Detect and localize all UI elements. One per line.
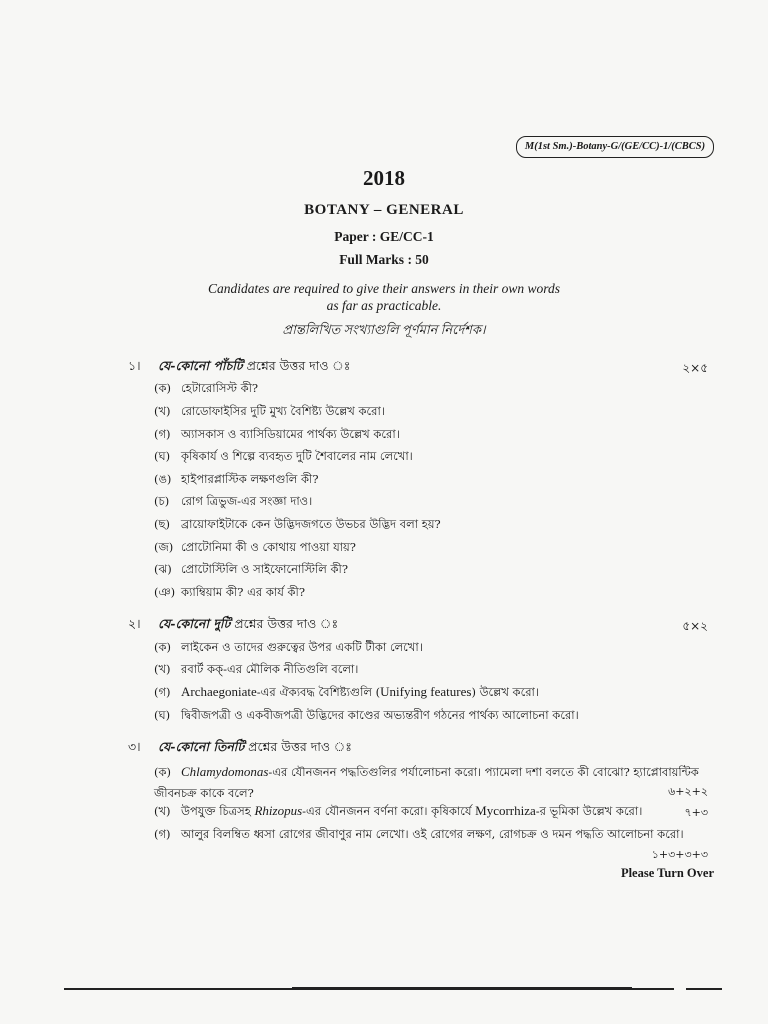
item-term: Archaegoniate bbox=[181, 684, 257, 699]
question-instruction: প্রশ্নের উত্তর দাও ঃ bbox=[244, 739, 352, 754]
question-number: ৩। bbox=[128, 739, 141, 754]
question-instruction: প্রশ্নের উত্তর দাও ঃ bbox=[242, 358, 351, 373]
subject-title: BOTANY – GENERAL bbox=[304, 202, 464, 218]
question-number: ১। bbox=[128, 358, 141, 373]
question-3-heading bbox=[128, 739, 352, 759]
item-label: (ছ) bbox=[154, 517, 170, 531]
item-text: প্রোটোনিমা কী ও কোথায় পাওয়া যায়? bbox=[181, 540, 356, 554]
item-label: (খ) bbox=[154, 662, 171, 676]
question-2-heading bbox=[128, 616, 338, 636]
please-turn-over: Please Turn Over bbox=[620, 866, 714, 880]
item-text: ব্রায়োফাইটাকে কেন উদ্ভিদজগতে উভচর উদ্ভিদ বলা হয়? bbox=[181, 517, 441, 531]
item-label: (ঘ) bbox=[154, 449, 171, 463]
item-text: রোগ ত্রিভুজ-এর সংজ্ঞা দাও। bbox=[181, 494, 313, 508]
item-text: লাইকেন ও তাদের গুরুত্বের উপর একটি টীকা লেখো। bbox=[181, 640, 423, 654]
question-2-marks: ৫×২ bbox=[682, 619, 708, 633]
item-text: রোডোফাইসির দুটি মুখ্য বৈশিষ্ট্য উল্লেখ করো। bbox=[181, 404, 385, 418]
bottom-rule bbox=[64, 988, 292, 990]
item-text: হাইপারপ্লাস্টিক লক্ষণগুলি কী? bbox=[181, 472, 319, 486]
question-1-item bbox=[154, 380, 258, 399]
question-2-item bbox=[154, 639, 423, 658]
item-term: Chlamydomonas bbox=[181, 764, 269, 779]
item-marks: ১+৩+৩+৩ bbox=[651, 848, 708, 861]
question-1-item bbox=[154, 539, 356, 558]
question-1-heading bbox=[128, 358, 350, 378]
question-choice: যে-কোনো তিনটি bbox=[158, 739, 245, 754]
item-text: উপযুক্ত চিত্রসহ bbox=[181, 804, 255, 818]
item-text: হেটারোসিস্ট কী? bbox=[181, 381, 259, 395]
item-text: -এর যৌনজনন পদ্ধতিগুলির পর্যালোচনা করো। প্যামেলা দশা বলতে কী বোঝো? হ্যাপ্লোবায়ন্টিক জীবনচক্র কাকে বলে? bbox=[154, 765, 699, 800]
item-marks: ৭+৩ bbox=[684, 806, 708, 819]
question-1-item bbox=[154, 403, 385, 422]
question-2-item bbox=[154, 707, 579, 726]
item-label: (ঞ) bbox=[154, 585, 176, 599]
question-1-item bbox=[154, 426, 400, 445]
full-marks: Full Marks : 50 bbox=[339, 252, 429, 267]
question-3-item bbox=[154, 761, 714, 804]
instructions bbox=[0, 280, 768, 314]
question-1-item bbox=[154, 584, 305, 603]
question-2-item bbox=[154, 661, 358, 680]
item-label: (ক) bbox=[154, 381, 172, 395]
item-text: কৃষিকার্য ও শিল্পে ব্যবহৃত দুটি শৈবালের নাম লেখো। bbox=[181, 449, 413, 463]
item-label: (চ) bbox=[154, 494, 170, 508]
item-label: (জ) bbox=[154, 540, 174, 554]
question-instruction: প্রশ্নের উত্তর দাও ঃ bbox=[230, 616, 339, 631]
item-label: (ঘ) bbox=[154, 708, 171, 722]
exam-year: 2018 bbox=[363, 166, 405, 190]
item-label: (গ) bbox=[154, 427, 171, 441]
item-text: ক্যাম্বিয়াম কী? এর কার্য কী? bbox=[181, 585, 305, 599]
question-1-item bbox=[154, 471, 319, 490]
bottom-rule bbox=[292, 987, 632, 990]
item-text: দ্বিবীজপত্রী ও একবীজপত্রী উদ্ভিদের কাণ্ডের অভ্যন্তরীণ গঠনের পার্থক্য আলোচনা করো। bbox=[181, 708, 579, 722]
item-text: ) উল্লেখ করো। bbox=[471, 685, 540, 699]
item-label: (ঙ) bbox=[154, 472, 172, 486]
question-1-item bbox=[154, 516, 441, 535]
item-term: Rhizopus bbox=[254, 803, 303, 818]
question-1-item bbox=[154, 493, 312, 512]
item-label: (ক) bbox=[154, 765, 172, 779]
item-term: Unifying features bbox=[380, 684, 472, 699]
question-1-item bbox=[154, 448, 413, 467]
item-term: Mycorrhiza bbox=[475, 803, 536, 818]
question-3-item bbox=[154, 803, 642, 822]
item-label: (ঝ) bbox=[154, 562, 172, 576]
question-2-item bbox=[154, 684, 539, 703]
item-label: (খ) bbox=[154, 404, 171, 418]
item-marks: ৬+২+২ bbox=[668, 785, 708, 798]
item-text: -এর ঐক্যবদ্ধ বৈশিষ্ট্যগুলি ( bbox=[256, 685, 381, 699]
item-label: (খ) bbox=[154, 804, 171, 818]
question-1-item bbox=[154, 561, 348, 580]
instruction-line-2: as far as practicable. bbox=[326, 298, 442, 313]
bottom-rule bbox=[632, 988, 674, 990]
question-3-item bbox=[154, 826, 684, 845]
question-1-marks: ২×৫ bbox=[682, 361, 708, 375]
question-choice: যে-কোনো পাঁচটি bbox=[158, 358, 243, 373]
paper-code-box: M(1st Sm.)-Botany-G/(GE/CC)-1/(CBCS) bbox=[516, 136, 714, 158]
question-number: ২। bbox=[128, 616, 141, 631]
item-label: (গ) bbox=[154, 685, 171, 699]
item-label: (গ) bbox=[154, 827, 171, 841]
item-label: (ক) bbox=[154, 640, 172, 654]
instruction-line-1: Candidates are required to give their answers in their own words bbox=[208, 281, 560, 296]
paper-code: Paper : GE/CC-1 bbox=[334, 229, 434, 244]
item-text: রবার্ট কক্-এর মৌলিক নীতিগুলি বলো। bbox=[181, 662, 359, 676]
item-text: অ্যাসকাস ও ব্যাসিডিয়ামের পার্থক্য উল্লেখ করো। bbox=[181, 427, 400, 441]
bottom-rule bbox=[686, 988, 722, 990]
marks-note: প্রান্তলিখিত সংখ্যাগুলি পূর্ণমান নির্দেশক। bbox=[282, 322, 486, 337]
question-choice: যে-কোনো দুটি bbox=[158, 616, 231, 631]
item-text: -এর যৌনজনন বর্ণনা করো। কৃষিকার্যে bbox=[302, 804, 476, 818]
item-text: আলুর বিলম্বিত ধ্বসা রোগের জীবাণুর নাম লেখো। ওই রোগের লক্ষণ, রোগচক্র ও দমন পদ্ধতি আলোচনা করো। bbox=[181, 827, 684, 841]
item-text: -র ভূমিকা উল্লেখ করো। bbox=[535, 804, 643, 818]
item-text: প্রোটোস্টিলি ও সাইফোনোস্টিলি কী? bbox=[181, 562, 349, 576]
